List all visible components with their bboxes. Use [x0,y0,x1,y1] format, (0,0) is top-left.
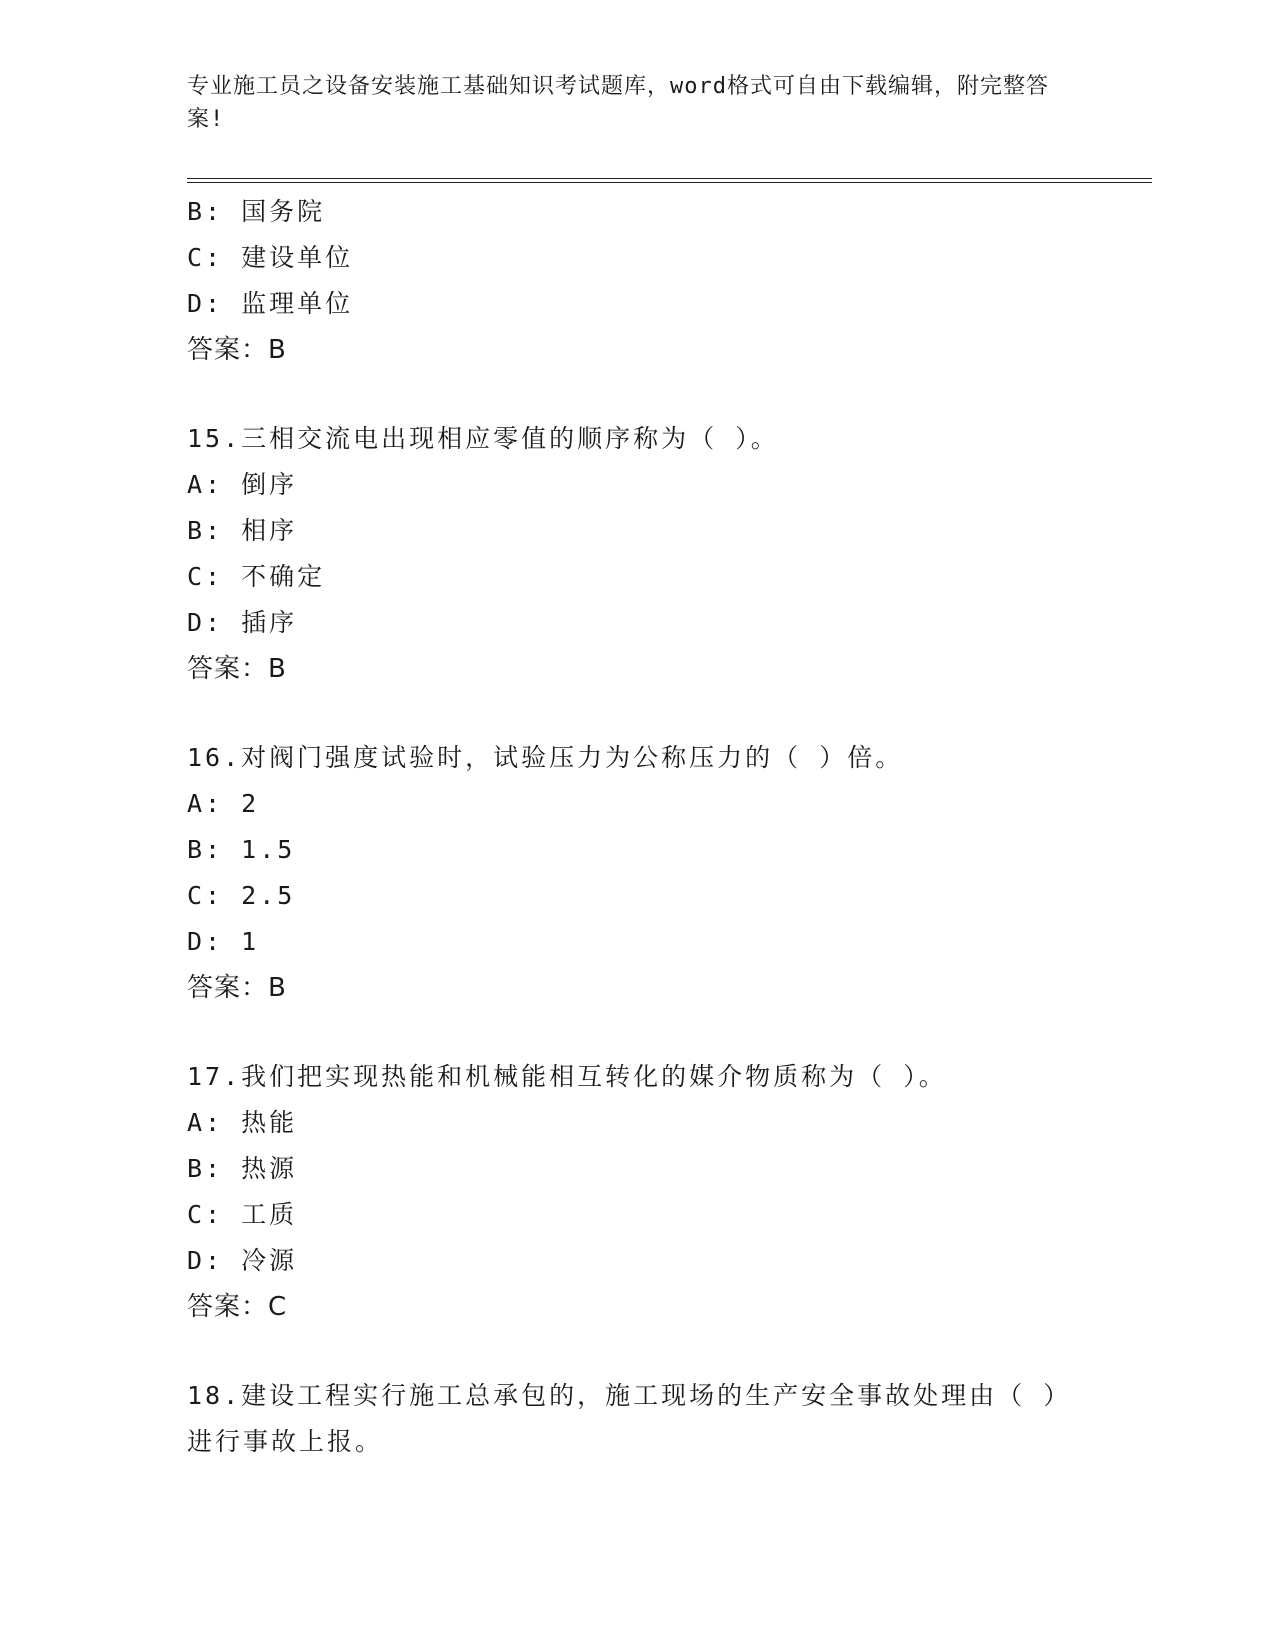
answer-line: 答案：C [187,1292,288,1322]
document-title: 专业施工员之设备安装施工基础知识考试题库，word格式可自由下载编辑，附完整答案! [187,74,1049,132]
answer-line: 答案：B [187,973,287,1003]
option-c: C: 工质 [187,1200,298,1229]
spacer [187,692,1137,735]
option-c: C: 建设单位 [187,243,354,272]
header-divider-top [187,178,1152,179]
question-stem: 15.三相交流电出现相应零值的顺序称为（ ）。 [187,424,779,453]
option-d: D: 冷源 [187,1246,298,1275]
spacer [187,1330,1137,1373]
option-a: A: 热能 [187,1108,298,1137]
option-a: A: 倒序 [187,470,298,499]
question-list [187,189,1137,1465]
question-stem: 17.我们把实现热能和机械能相互转化的媒介物质称为（ ）。 [187,1062,947,1091]
question-18 [187,1373,1137,1465]
option-a: A: 2 [187,789,260,818]
question-15 [187,416,1137,692]
header-divider-bottom [187,182,1152,183]
option-d: D: 插序 [187,608,298,637]
option-b: B: 国务院 [187,197,326,226]
question-17 [187,1054,1137,1330]
spacer [187,1011,1137,1054]
option-c: C: 2.5 [187,881,296,910]
option-b: B: 相序 [187,516,298,545]
question-stem: 16.对阀门强度试验时，试验压力为公称压力的（ ）倍。 [187,743,904,772]
option-c: C: 不确定 [187,562,326,591]
answer-line: 答案：B [187,335,287,365]
spacer [187,373,1137,416]
option-d: D: 监理单位 [187,289,354,318]
question-16 [187,735,1137,1011]
question-stem: 18.建设工程实行施工总承包的，施工现场的生产安全事故处理由（ ）进行事故上报。 [187,1381,1059,1456]
answer-line: 答案：B [187,654,287,684]
option-b: B: 1.5 [187,835,296,864]
option-d: D: 1 [187,927,260,956]
document-header [187,70,1067,136]
question-carryover [187,189,1137,373]
option-b: B: 热源 [187,1154,298,1183]
